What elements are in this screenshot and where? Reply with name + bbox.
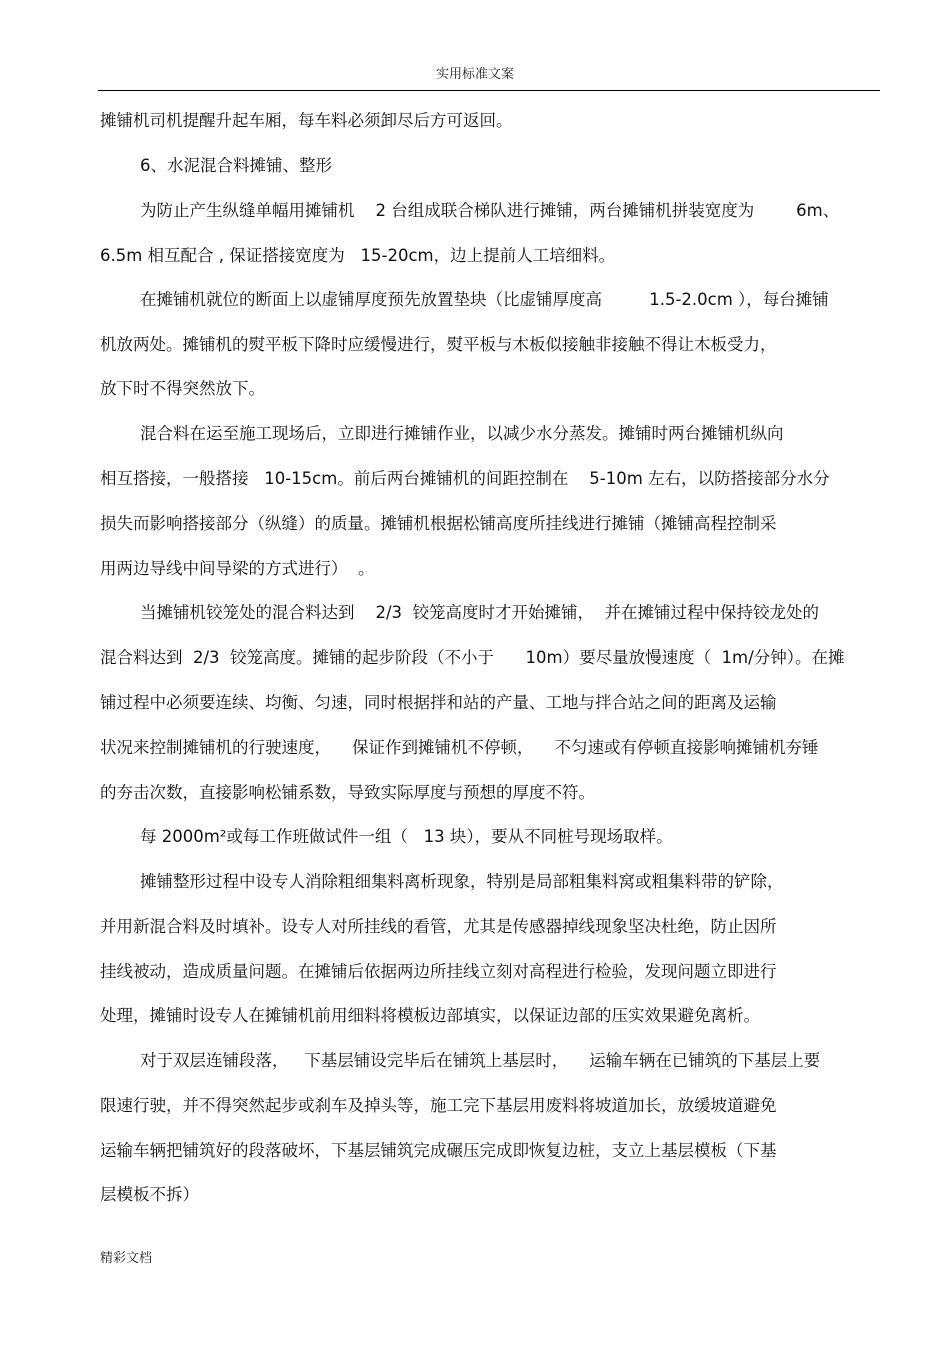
text-line-14: 铺过程中必须要连续、均衡、匀速，同时根据拌和站的产量、工地与拌合站之间的距离及运输 — [100, 693, 777, 712]
text-line-25: 层模板不拆） — [100, 1185, 199, 1204]
text-line-17: 每 2000m²或每工作班做试件一组（ 13 块），要从不同桩号现场取样。 — [140, 827, 673, 846]
text-line-13: 混合料达到 2/3 铰笼高度。摊铺的起步阶段（不小于 10m）要尽量放慢速度（ 1m/分钟）。在摊 — [100, 648, 845, 667]
text-line-12: 当摊铺机铰笼处的混合料达到 2/3 铰笼高度时才开始摊铺， 并在摊铺过程中保持铰龙处的 — [140, 603, 820, 622]
text-line-1: 摊铺机司机提醒升起车厢，每车料必须卸尽后方可返回。 — [100, 111, 513, 130]
text-line-8: 混合料在运至施工现场后，立即进行摊铺作业，以减少水分蒸发。摊铺时两台摊铺机纵向 — [140, 424, 784, 443]
page-footer: 精彩文档 — [100, 1251, 153, 1266]
text-line-24: 运输车辆把铺筑好的段落破坏，下基层铺筑完成碾压完成即恢复边桩，支立上基层模板（下基 — [100, 1141, 777, 1160]
text-line-20: 挂线被动，造成质量问题。在摊铺后依据两边所挂线立刻对高程进行检验，发现问题立即进行 — [100, 962, 777, 981]
text-line-5: 在摊铺机就位的断面上以虚铺厚度预先放置垫块（比虚铺厚度高 1.5-2.0cm ），每台摊铺 — [140, 290, 829, 309]
text-line-23: 限速行驶，并不得突然起步或刹车及掉头等，施工完下基层用废料将坡道加长，放缓坡道避免 — [100, 1096, 777, 1115]
text-line-7: 放下时不得突然放下。 — [100, 379, 265, 398]
text-line-9: 相互搭接，一般搭接 10-15cm。前后两台摊铺机的间距控制在 5-10m 左右，以防搭接部分水分 — [100, 469, 830, 488]
text-line-6: 机放两处。摊铺机的熨平板下降时应缓慢进行，熨平板与木板似接触非接触不得让木板受力， — [100, 335, 777, 354]
text-line-4: 6.5m 相互配合 , 保证搭接宽度为 15-20cm，边上提前人工培细料。 — [100, 246, 616, 265]
section-heading: 6、水泥混合料摊铺、整形 — [140, 156, 332, 175]
header-divider — [98, 90, 880, 91]
text-line-18: 摊铺整形过程中设专人消除粗细集料离析现象，特别是局部粗集料窝或粗集料带的铲除， — [140, 872, 784, 891]
text-line-22: 对于双层连铺段落， 下基层铺设完毕后在铺筑上基层时， 运输车辆在已铺筑的下基层上要 — [140, 1051, 821, 1070]
text-line-15: 状况来控制摊铺机的行驶速度， 保证作到摊铺机不停顿， 不匀速或有停顿直接影响摊铺机夯锤 — [100, 738, 819, 757]
text-line-19: 并用新混合料及时填补。设专人对所挂线的看管，尤其是传感器掉线现象坚决杜绝，防止因所 — [100, 917, 777, 936]
text-line-3: 为防止产生纵缝单幅用摊铺机 2 台组成联合梯队进行摊铺，两台摊铺机拼装宽度为 6m、 — [140, 201, 840, 220]
text-line-11: 用两边导线中间导梁的方式进行） 。 — [100, 559, 375, 578]
text-line-16: 的夯击次数，直接影响松铺系数，导致实际厚度与预想的厚度不符。 — [100, 783, 595, 802]
text-line-10: 损失而影响搭接部分（纵缝）的质量。摊铺机根据松铺高度所挂线进行摊铺（摊铺高程控制采 — [100, 514, 777, 533]
text-line-21: 处理，摊铺时设专人在摊铺机前用细料将模板边部填实，以保证边部的压实效果避免离析。 — [100, 1006, 760, 1025]
page-header-title: 实用标准文案 — [435, 67, 514, 82]
